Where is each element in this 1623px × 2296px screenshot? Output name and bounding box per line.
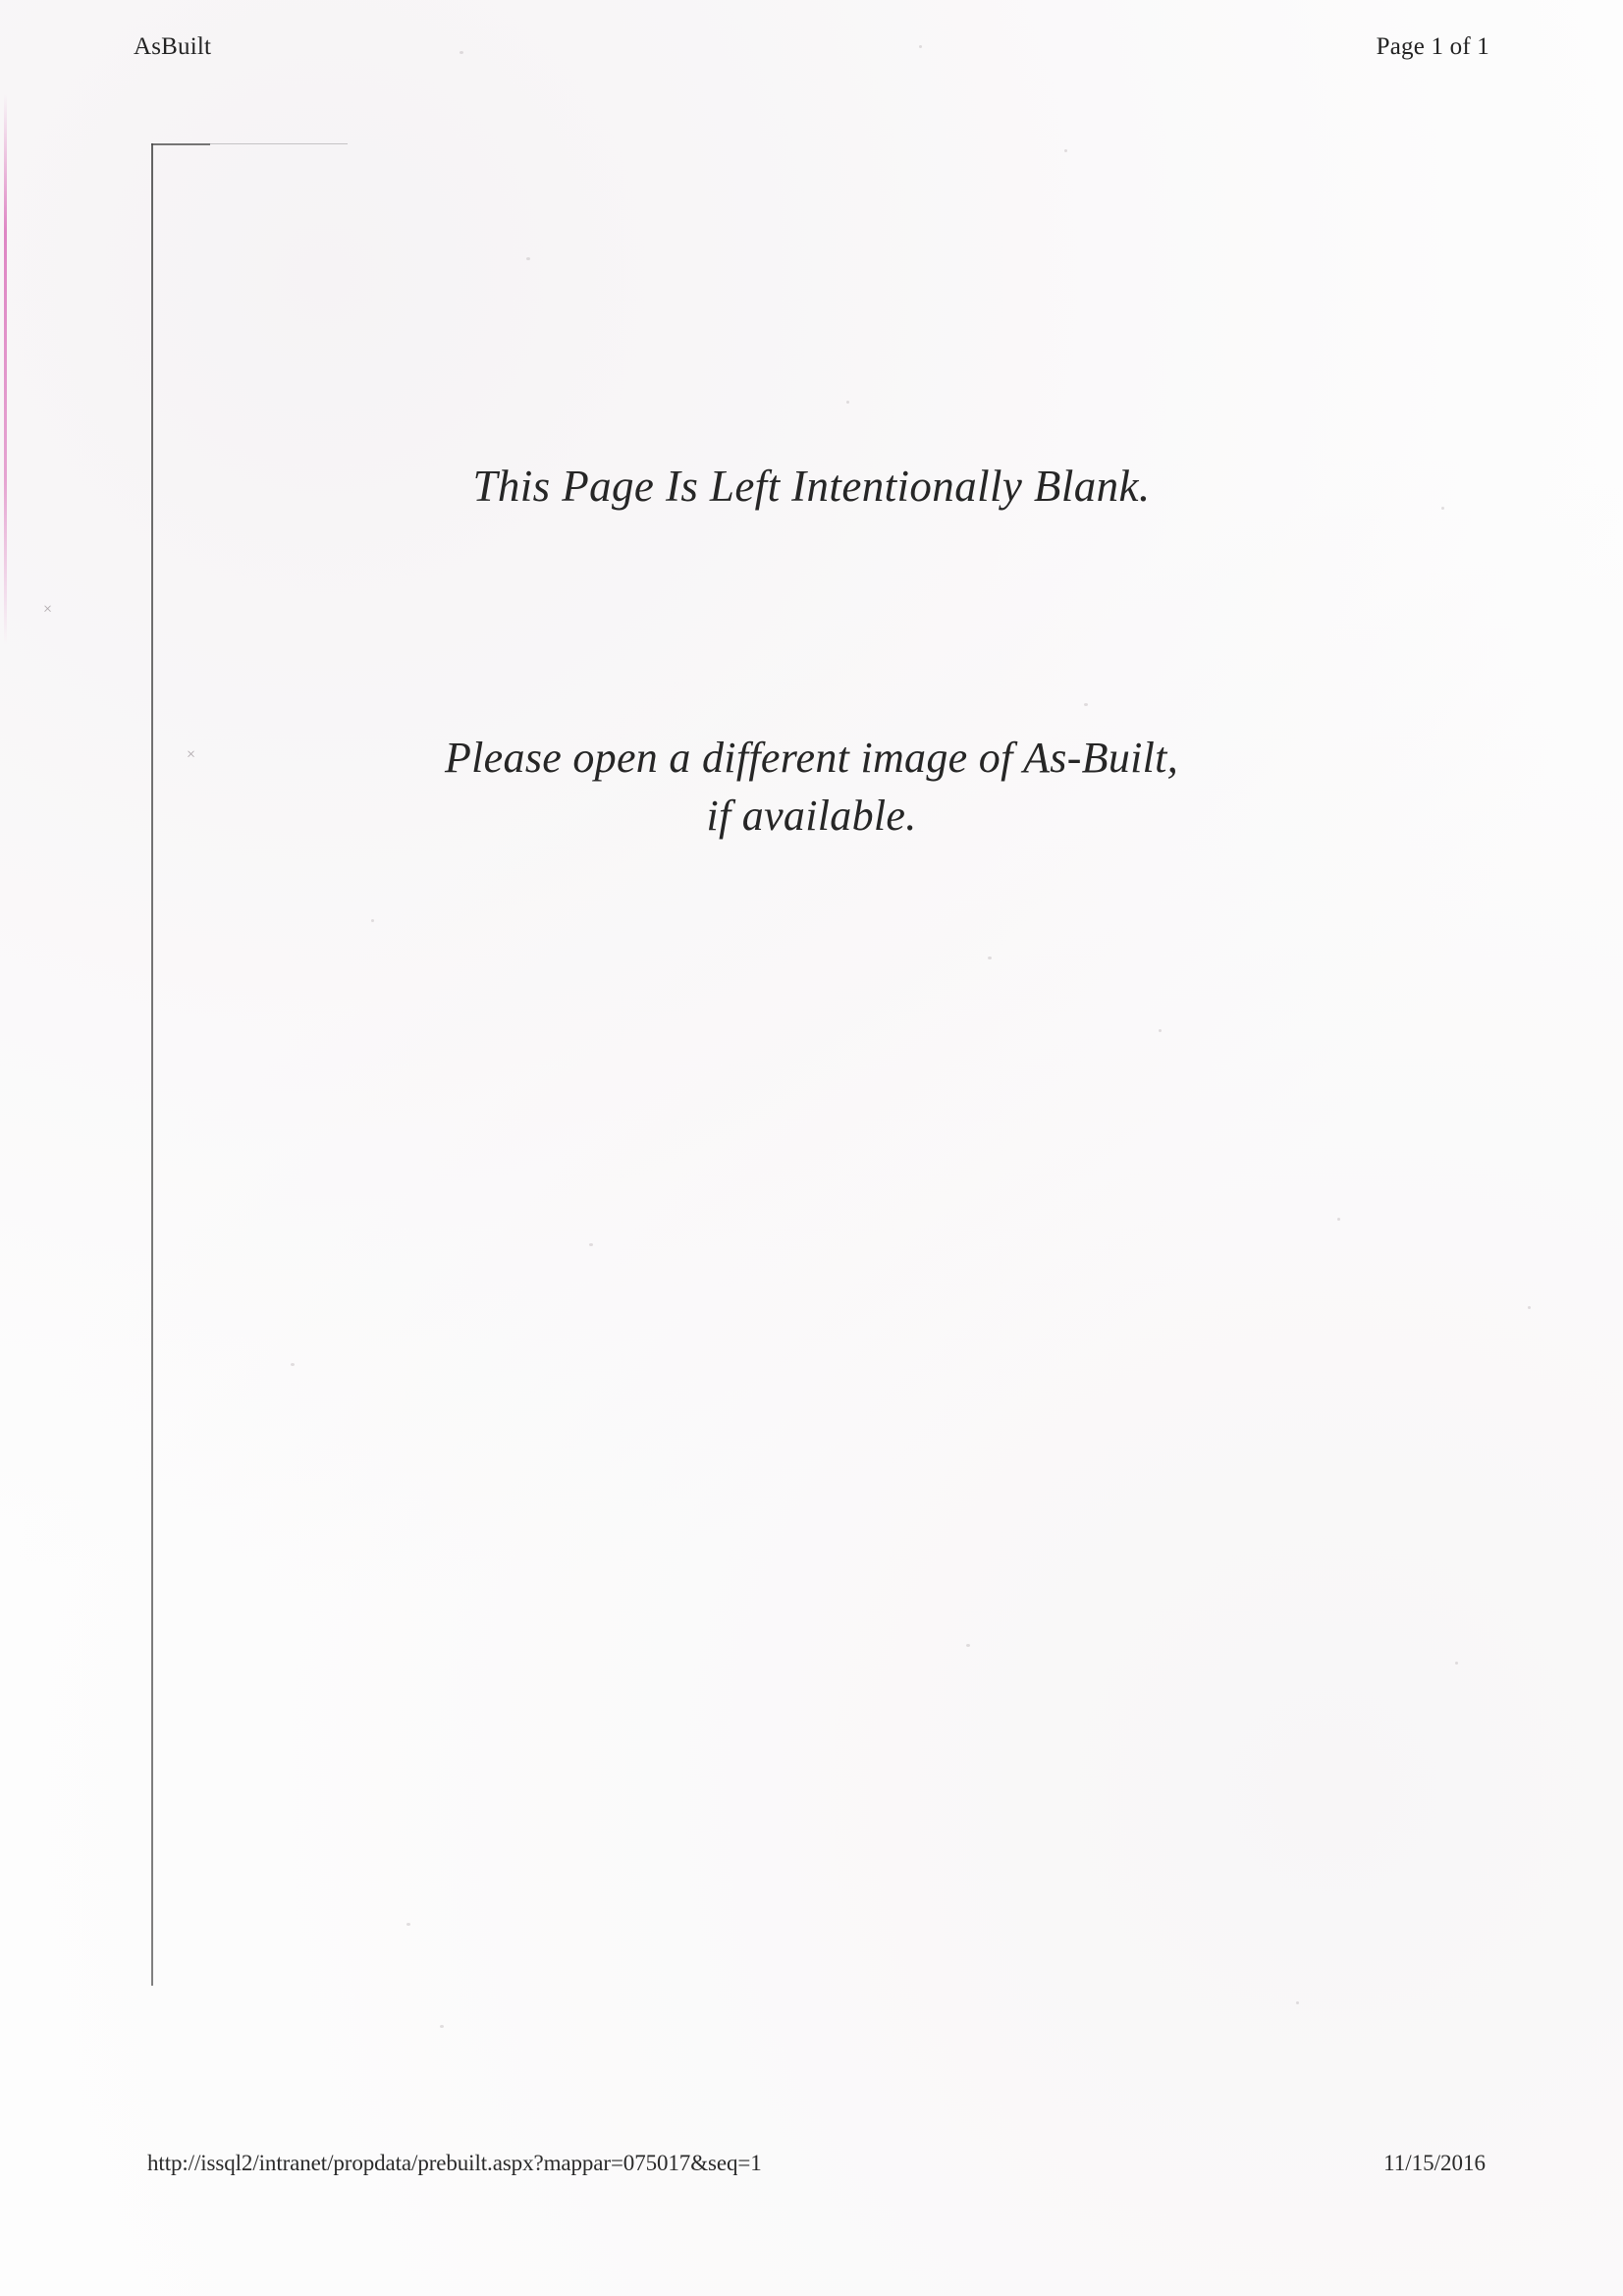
- scan-speckle: [1528, 1306, 1531, 1309]
- scan-speckle: [988, 957, 992, 959]
- scan-speckle: [1159, 1029, 1162, 1032]
- scan-speckle: [1337, 1218, 1340, 1221]
- scan-speckle: [966, 1644, 970, 1647]
- notice-primary-line: This Page Is Left Intentionally Blank.: [472, 462, 1151, 511]
- source-url: http://issql2/intranet/propdata/prebuilt.aspx?mappar=075017&seq=1: [147, 2151, 762, 2175]
- stray-pencil-mark: ×: [187, 746, 196, 763]
- page-number: Page 1 of 1: [1376, 33, 1489, 60]
- page-header: [134, 33, 1489, 73]
- document-title: AsBuilt: [134, 33, 212, 60]
- notice-secondary-line: [0, 729, 1623, 846]
- scan-speckle: [440, 2025, 444, 2028]
- scan-speckle: [589, 1243, 593, 1246]
- scan-speckle: [371, 919, 374, 922]
- notice-secondary-line-2: if available.: [706, 792, 917, 841]
- scan-speckle: [846, 401, 849, 404]
- scan-speckle: [1064, 149, 1067, 152]
- stray-pencil-mark: ×: [43, 601, 53, 618]
- print-date: 11/15/2016: [1383, 2151, 1486, 2175]
- scan-speckle: [406, 1923, 410, 1926]
- page-footer: [147, 2151, 1486, 2176]
- scan-speckle: [1455, 1662, 1458, 1665]
- border-left-line: [151, 143, 153, 1986]
- scan-speckle: [1296, 2001, 1299, 2004]
- border-top-segment-faint: [210, 143, 348, 144]
- border-top-segment: [151, 143, 210, 145]
- notice-secondary-line-1: Please open a different image of As-Built,: [444, 733, 1179, 782]
- blank-page-notice: [0, 462, 1623, 846]
- scan-speckle: [526, 257, 530, 260]
- scan-speckle: [291, 1363, 295, 1366]
